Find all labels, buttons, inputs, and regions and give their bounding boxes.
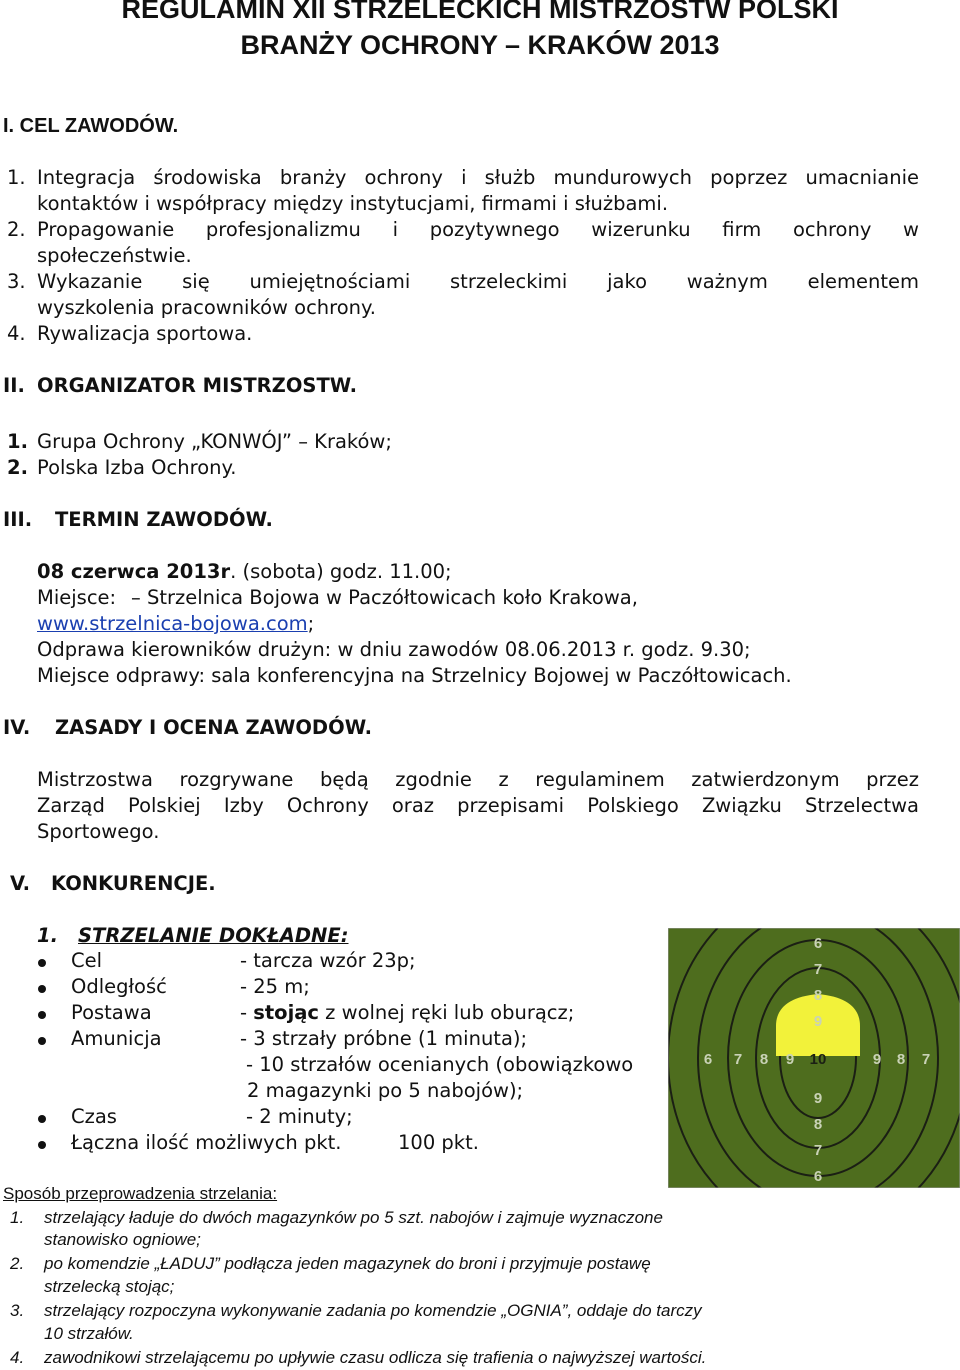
bullet <box>38 1037 46 1045</box>
param-value: - 10 strzałów ocenianych (obowiązkowo <box>246 1053 634 1076</box>
param-label: Postawa <box>71 1001 152 1024</box>
section-heading-competitions: KONKURENCJE. <box>51 872 216 895</box>
param-value-bold: stojąc <box>253 1001 319 1024</box>
procedure-step: 10 strzałów. <box>44 1324 134 1343</box>
event-place-label: Miejsce: <box>37 586 117 609</box>
param-value: - 3 strzały próbne (1 minuta); <box>240 1027 528 1050</box>
goal-text: Wykazanie się umiejętnościami strzeleckimi jako ważnym elementem <box>37 270 919 293</box>
organizer-item: Polska Izba Ochrony. <box>37 456 237 479</box>
goal-text: Integracja środowiska branży ochrony i służb mundurowych poprzez umacnianie <box>37 166 919 189</box>
ring-label: 9 <box>813 1013 823 1030</box>
organizer-item: Grupa Ochrony „KONWÓJ” – Kraków; <box>37 430 392 453</box>
event-place: – Strzelnica Bojowa w Paczółtowicach koło Krakowa, <box>131 586 638 609</box>
ring-label: 9 <box>785 1051 795 1068</box>
param-value: - 25 m; <box>240 975 310 998</box>
ring-label: 6 <box>813 1168 823 1185</box>
ring-label: 7 <box>813 961 823 978</box>
goal-text: społeczeństwie. <box>37 244 192 267</box>
rules-text: Zarząd Polskiej Izby Ochrony oraz przepisami Polskiego Związku Strzelectwa <box>37 794 919 817</box>
ring-label: 7 <box>921 1051 931 1068</box>
bullet <box>38 1115 46 1123</box>
param-value: - tarcza wzór 23p; <box>240 949 416 972</box>
document-title-line1: REGULAMIN XII STRZELECKICH MISTRZOSTW POLSKI <box>121 0 839 24</box>
param-label: Amunicja <box>71 1027 162 1050</box>
section-number: V. <box>10 872 30 895</box>
param-value-post: z wolnej ręki lub oburącz; <box>318 1001 575 1024</box>
goal-text: Propagowanie profesjonalizmu i pozytywnego wizerunku firm ochrony w <box>37 218 919 241</box>
param-value-pre: - <box>240 1001 254 1024</box>
briefing-place: Miejsce odprawy: sala konferencyjna na Strzelnicy Bojowej w Paczółtowicach. <box>37 664 792 687</box>
section-heading-organizer: ORGANIZATOR MISTRZOSTW. <box>37 374 358 397</box>
param-value <box>240 1001 574 1024</box>
ring-label: 9 <box>872 1051 882 1068</box>
procedure-number: 4. <box>10 1348 25 1367</box>
goal-number: 2. <box>7 218 26 241</box>
section-number: II. <box>3 374 25 397</box>
section-number: IV. <box>3 716 31 739</box>
ring-label: 8 <box>759 1051 769 1068</box>
param-label: Łączna ilość możliwych pkt. <box>71 1131 342 1154</box>
goal-number: 3. <box>7 270 26 293</box>
competition-number: 1. <box>37 924 58 947</box>
ring-label: 8 <box>813 987 823 1004</box>
bullet <box>38 1141 46 1149</box>
ring-label: 8 <box>813 1116 823 1133</box>
website-link-tld[interactable]: com <box>265 612 308 635</box>
param-value: 100 pkt. <box>398 1131 479 1154</box>
ring-label: 7 <box>813 1142 823 1159</box>
goal-number: 4. <box>7 322 26 345</box>
section-heading-goals: I. CEL ZAWODÓW. <box>3 115 179 137</box>
goal-text: wyszkolenia pracowników ochrony. <box>37 296 376 319</box>
procedure-step: zawodnikowi strzelającemu po upływie czasu odlicza się trafienia o najwyższej wartości. <box>44 1348 707 1367</box>
rules-text: Sportowego. <box>37 820 160 843</box>
target-image <box>668 928 960 1188</box>
param-label: Odległość <box>71 975 167 998</box>
website-link[interactable]: www.strzelnica-bojowa. <box>37 612 266 635</box>
goal-number: 1. <box>7 166 26 189</box>
procedure-number: 2. <box>10 1254 25 1273</box>
param-label: Cel <box>71 949 103 972</box>
procedure-step: strzelający rozpoczyna wykonywanie zadania po komendzie „OGNIA”, oddaje do tarczy <box>44 1301 702 1320</box>
procedure-step: stanowisko ogniowe; <box>44 1230 201 1249</box>
bullet <box>38 985 46 993</box>
procedure-number: 1. <box>10 1208 25 1227</box>
procedure-number: 3. <box>10 1301 25 1320</box>
event-date: 08 czerwca 2013r <box>37 560 231 583</box>
event-date-line <box>37 560 452 583</box>
section-heading-date: TERMIN ZAWODÓW. <box>55 508 273 531</box>
procedure-step: po komendzie „ŁADUJ” podłącza jeden magazynek do broni i przyjmuje postawę <box>44 1254 651 1273</box>
organizer-number: 2. <box>7 456 28 479</box>
param-label: Czas <box>71 1105 117 1128</box>
ring-label: 6 <box>813 935 823 952</box>
website-line <box>37 612 314 635</box>
procedure-heading: Sposób przeprowadzenia strzelania: <box>3 1184 278 1203</box>
ring-label: 8 <box>896 1051 906 1068</box>
section-heading-rules: ZASADY I OCENA ZAWODÓW. <box>55 716 373 739</box>
organizer-number: 1. <box>7 430 28 453</box>
bullet <box>38 1011 46 1019</box>
ring-label: 9 <box>813 1090 823 1107</box>
ring-label: 7 <box>733 1051 743 1068</box>
param-value: - 2 minuty; <box>246 1105 353 1128</box>
website-suffix: ; <box>307 612 315 635</box>
ring-label: 6 <box>703 1051 713 1068</box>
competition-heading: STRZELANIE DOKŁADNE: <box>78 924 349 947</box>
procedure-step: strzelający ładuje do dwóch magazynków po 5 szt. nabojów i zajmuje wyznaczone <box>44 1208 663 1227</box>
ring-label-center: 10 <box>809 1051 827 1068</box>
section-number: III. <box>3 508 33 531</box>
event-time: . (sobota) godz. 11.00; <box>230 560 452 583</box>
document-title-line2: BRANŻY OCHRONY – KRAKÓW 2013 <box>240 30 720 60</box>
procedure-step: strzelecką stojąc; <box>44 1277 175 1296</box>
goal-text: kontaktów i współpracy między instytucjami, firmami i służbami. <box>37 192 669 215</box>
goal-text: Rywalizacja sportowa. <box>37 322 253 345</box>
param-value: 2 magazynki po 5 nabojów); <box>247 1079 524 1102</box>
rules-text: Mistrzostwa rozgrywane będą zgodnie z regulaminem zatwierdzonym przez <box>37 768 919 791</box>
bullet <box>38 959 46 967</box>
briefing-time: Odprawa kierowników drużyn: w dniu zawodów 08.06.2013 r. godz. 9.30; <box>37 638 751 661</box>
